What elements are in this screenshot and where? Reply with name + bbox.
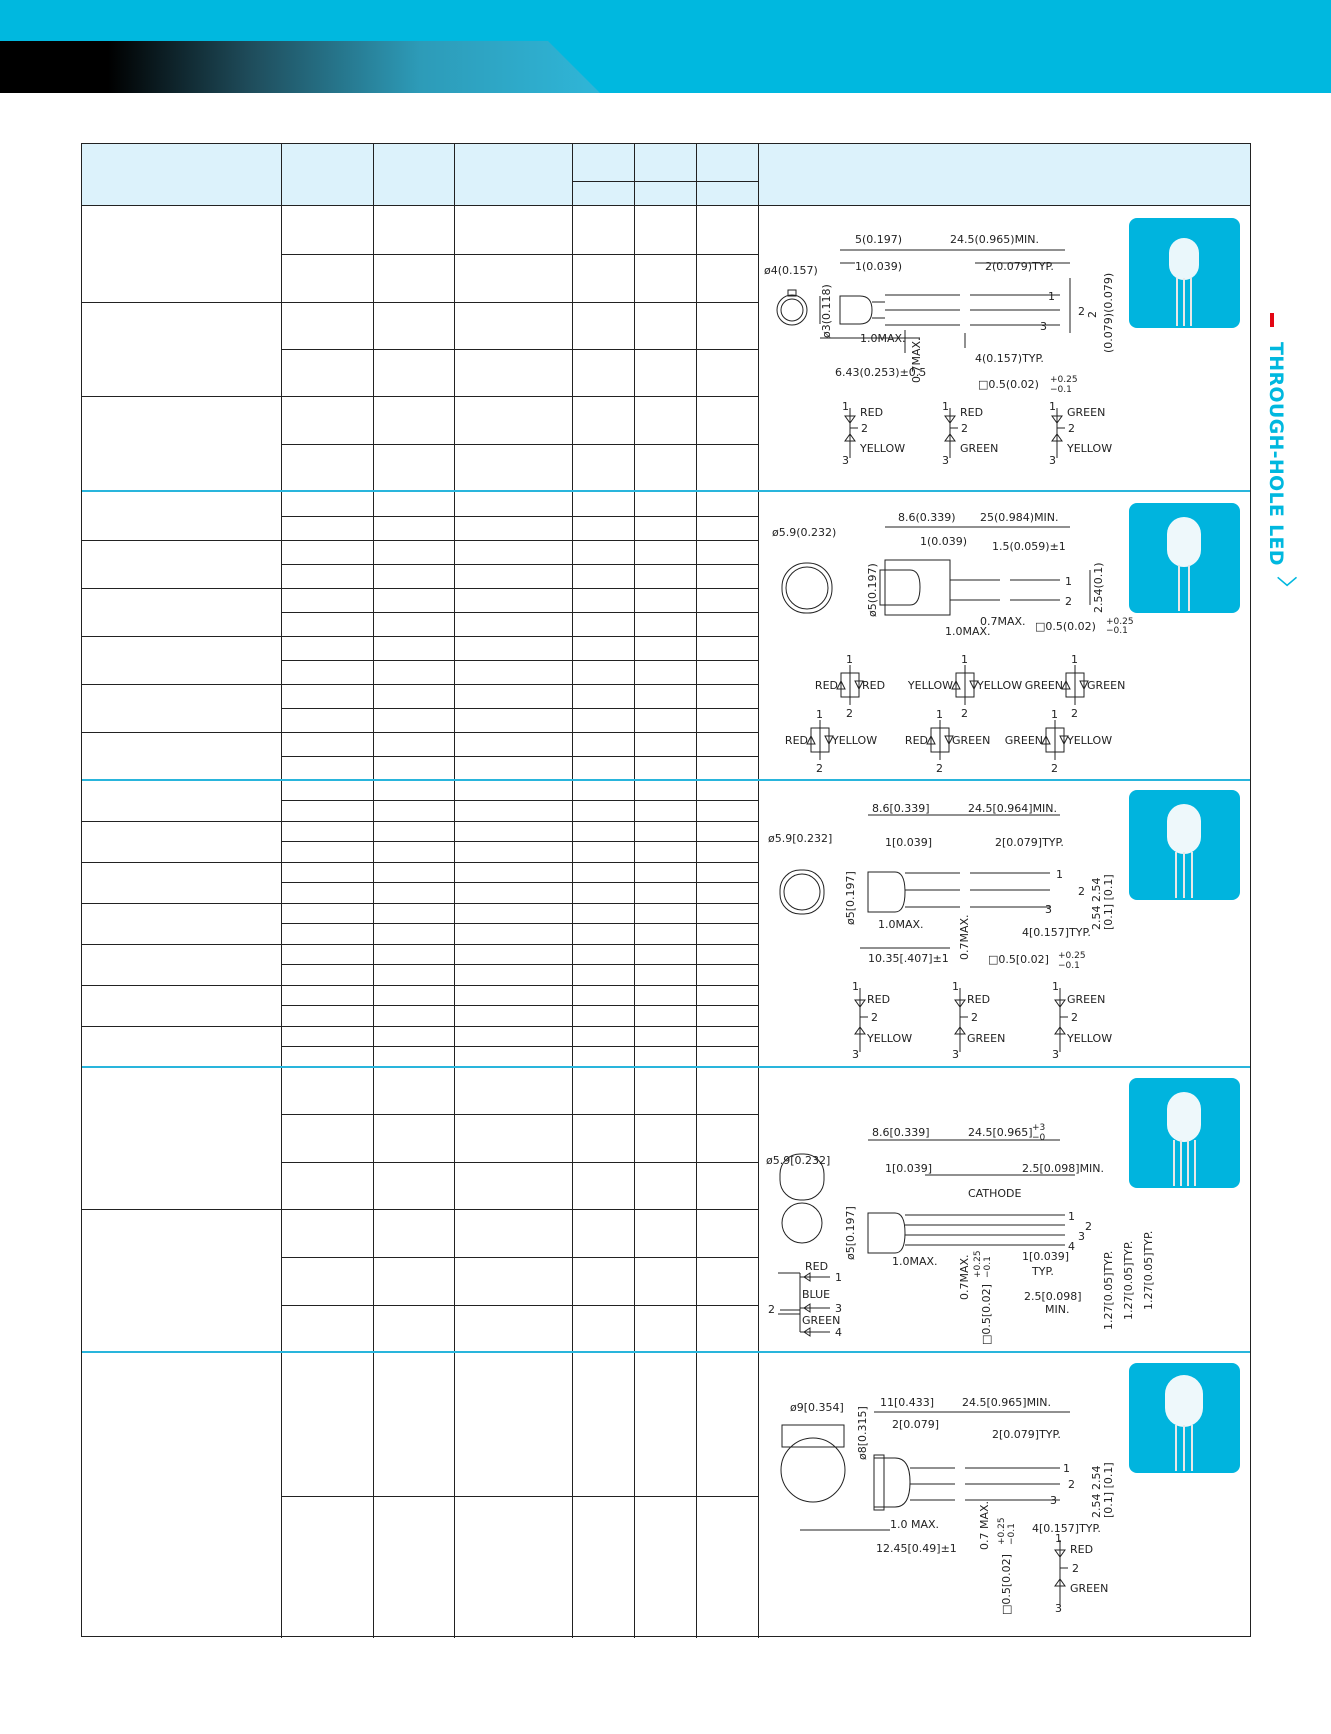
dim-label: ø3(0.118) bbox=[820, 284, 833, 338]
led-color-label: YELLOW bbox=[1067, 1032, 1113, 1045]
row-divider bbox=[281, 964, 758, 965]
pin-label: 2 bbox=[1078, 305, 1085, 318]
dim-label: −0.1 bbox=[1106, 626, 1128, 636]
row-divider bbox=[82, 540, 758, 541]
dim-label: 4[0.157]TYP. bbox=[1032, 1522, 1101, 1535]
row-divider bbox=[82, 1026, 758, 1027]
row-divider bbox=[281, 349, 758, 350]
dim-label: 1.27[0.05]TYP. bbox=[1122, 1240, 1135, 1320]
dim-label: 1.0MAX. bbox=[892, 1255, 938, 1268]
section-marker bbox=[1270, 313, 1300, 327]
chevron-right-icon[interactable]: 〉 bbox=[1274, 576, 1299, 597]
dim-label: 1[0.039] bbox=[885, 1162, 933, 1175]
dim-label: □0.5(0.02) bbox=[978, 378, 1039, 391]
row-divider bbox=[82, 944, 758, 945]
pin-label: 1 bbox=[961, 653, 968, 666]
pin-label: 3 bbox=[952, 1048, 959, 1061]
dim-label: 0.7 MAX. bbox=[978, 1500, 991, 1550]
row-divider bbox=[281, 1162, 758, 1163]
pin-label: 1 bbox=[1068, 1210, 1075, 1223]
led-color-label: YELLOW bbox=[1067, 442, 1113, 455]
led-color-label: RED bbox=[904, 734, 928, 747]
pin-label: 2 bbox=[768, 1303, 775, 1316]
dim-label: ø5.9[0.232] bbox=[766, 1154, 831, 1167]
led-color-label: GREEN bbox=[1070, 1582, 1109, 1595]
pin-label: 2 bbox=[961, 707, 968, 720]
row-divider bbox=[82, 396, 758, 397]
pin-label: 2 bbox=[861, 422, 868, 435]
dim-label: CATHODE bbox=[968, 1187, 1022, 1200]
dim-label: □0.5[0.02] bbox=[988, 953, 1049, 966]
row-divider bbox=[281, 1305, 758, 1306]
pin-label: 1 bbox=[942, 400, 949, 413]
pin-label: 2 bbox=[1051, 762, 1058, 775]
pin-label: 2 bbox=[1071, 1011, 1078, 1024]
dim-label: +0.25 bbox=[1058, 951, 1086, 961]
led-color-label: RED bbox=[1070, 1543, 1094, 1556]
pin-label: 1 bbox=[1063, 1462, 1070, 1475]
dim-label: 8.6[0.339] bbox=[872, 802, 930, 815]
bicolor-circuit bbox=[905, 708, 990, 775]
row-divider bbox=[281, 564, 758, 565]
row-divider bbox=[82, 732, 758, 733]
row-divider bbox=[281, 516, 758, 517]
section-separator bbox=[82, 1351, 1250, 1353]
pin-label: 2 bbox=[1068, 422, 1075, 435]
column-divider bbox=[758, 144, 759, 1638]
led-color-label: GREEN bbox=[1024, 679, 1063, 692]
bicolor-circuit bbox=[1005, 708, 1112, 775]
table-header bbox=[82, 144, 1250, 206]
pin-label: 1 bbox=[842, 400, 849, 413]
dim-label: 10.35[.407]±1 bbox=[868, 952, 949, 965]
row-divider bbox=[281, 1005, 758, 1006]
dim-label: 2[0.079] bbox=[892, 1418, 940, 1431]
led-color-label: YELLOW bbox=[1067, 734, 1113, 747]
outline-drawing-5 bbox=[770, 1390, 1140, 1625]
row-divider bbox=[281, 660, 758, 661]
pin-label: 3 bbox=[1078, 1230, 1085, 1243]
dim-label: 2[0.079]TYP. bbox=[992, 1428, 1061, 1441]
row-divider bbox=[82, 636, 758, 637]
led-color-label: GREEN bbox=[1087, 679, 1126, 692]
dim-label: −0 bbox=[1032, 1133, 1046, 1143]
column-divider bbox=[572, 144, 573, 1638]
dim-label: MIN. bbox=[1045, 1303, 1070, 1316]
dim-label: 0.7MAX. bbox=[958, 1254, 971, 1300]
row-divider bbox=[281, 444, 758, 445]
dim-label: [0.1] [0.1] bbox=[1102, 874, 1115, 930]
dim-label: 24.5[0.965]MIN. bbox=[962, 1396, 1052, 1409]
product-photo bbox=[1129, 218, 1240, 328]
led-color-label: GREEN bbox=[802, 1314, 841, 1327]
pin-label: 3 bbox=[852, 1048, 859, 1061]
led-color-label: RED bbox=[862, 679, 886, 692]
column-divider bbox=[281, 144, 282, 1638]
dim-label: 5(0.197) bbox=[855, 233, 903, 246]
dim-label: ø5(0.197) bbox=[866, 563, 879, 617]
outline-drawing-2 bbox=[770, 505, 1135, 775]
pin-label: 1 bbox=[1051, 708, 1058, 721]
dim-label: 1.0 MAX. bbox=[890, 1518, 940, 1531]
row-divider bbox=[281, 1046, 758, 1047]
dim-label: +3 bbox=[1032, 1123, 1046, 1133]
pin-label: 4 bbox=[1068, 1240, 1075, 1253]
dim-label: □0.5[0.02] bbox=[980, 1284, 993, 1345]
led-image bbox=[1129, 1078, 1240, 1188]
dim-label: ø5[0.197] bbox=[844, 871, 857, 925]
dim-label: ø9[0.354] bbox=[790, 1401, 844, 1414]
dim-label: −0.1 bbox=[983, 1256, 993, 1278]
row-divider bbox=[281, 254, 758, 255]
column-divider bbox=[454, 144, 455, 1638]
led-color-label: RED bbox=[967, 993, 991, 1006]
row-divider bbox=[82, 1209, 758, 1210]
dim-label: 1.5(0.059)±1 bbox=[992, 540, 1066, 553]
pin-label: 3 bbox=[1040, 320, 1047, 333]
dim-label: 1.0MAX. bbox=[945, 625, 991, 638]
bicolor-circuit bbox=[815, 653, 885, 720]
row-divider bbox=[82, 302, 758, 303]
dim-label: +0.25 bbox=[1106, 617, 1134, 627]
led-color-label: YELLOW bbox=[977, 679, 1023, 692]
row-divider bbox=[82, 588, 758, 589]
row-divider bbox=[281, 1496, 758, 1497]
dim-label: −0.1 bbox=[1058, 961, 1080, 971]
pin-label: 1 bbox=[852, 980, 859, 993]
dim-label: 1[0.039] bbox=[885, 836, 933, 849]
dim-label: −0.1 bbox=[1050, 385, 1072, 395]
dim-label: 2.54(0.1) bbox=[1092, 562, 1105, 613]
row-divider bbox=[281, 800, 758, 801]
led-color-label: YELLOW bbox=[832, 734, 878, 747]
led-color-label: YELLOW bbox=[907, 679, 953, 692]
dim-label: (0.079)(0.079) bbox=[1102, 272, 1115, 353]
dim-label: 1[0.039] bbox=[1022, 1250, 1070, 1263]
dim-label: 2.5[0.098]MIN. bbox=[1022, 1162, 1105, 1175]
dim-label: 1.27[0.05]TYP. bbox=[1102, 1250, 1115, 1330]
row-divider bbox=[281, 1257, 758, 1258]
outline-drawing-4 bbox=[760, 1120, 1170, 1350]
dim-label: 2 bbox=[1086, 311, 1099, 318]
row-divider bbox=[82, 821, 758, 822]
pin-label: 2 bbox=[816, 762, 823, 775]
pin-label: 1 bbox=[816, 708, 823, 721]
pin-label: 4 bbox=[835, 1326, 842, 1339]
row-divider bbox=[82, 862, 758, 863]
pin-label: 2 bbox=[971, 1011, 978, 1024]
dim-label: 2.5[0.098] bbox=[1024, 1290, 1082, 1303]
pin-label: 2 bbox=[1071, 707, 1078, 720]
pin-label: 2 bbox=[1078, 885, 1085, 898]
pin-label: 1 bbox=[1071, 653, 1078, 666]
red-marker bbox=[1270, 313, 1274, 327]
pin-label: 1 bbox=[936, 708, 943, 721]
dim-label: 1.27[0.05]TYP. bbox=[1142, 1230, 1155, 1310]
row-divider bbox=[281, 1114, 758, 1115]
dim-label: 0.7MAX. bbox=[958, 914, 971, 960]
row-divider bbox=[281, 612, 758, 613]
dim-label: 24.5[0.965] bbox=[968, 1126, 1033, 1139]
dim-label: 4[0.157]TYP. bbox=[1022, 926, 1091, 939]
led-color-label: RED bbox=[784, 734, 808, 747]
dim-label: 1(0.039) bbox=[920, 535, 968, 548]
led-color-label: GREEN bbox=[1067, 406, 1106, 419]
dim-label: 6.43(0.253)±0.5 bbox=[835, 366, 927, 379]
pin-label: 3 bbox=[842, 454, 849, 467]
pin-label: 1 bbox=[952, 980, 959, 993]
pin-label: 1 bbox=[1048, 290, 1055, 303]
dim-label: 25(0.984)MIN. bbox=[980, 511, 1059, 524]
dim-label: 0.7MAX. bbox=[910, 337, 923, 383]
bicolor-circuit bbox=[907, 653, 1022, 720]
pin-label: 1 bbox=[846, 653, 853, 666]
dim-label: ø5[0.197] bbox=[844, 1206, 857, 1260]
section-separator bbox=[82, 1066, 1250, 1068]
pin-label: 2 bbox=[961, 422, 968, 435]
led-color-label: RED bbox=[867, 993, 891, 1006]
row-divider bbox=[281, 756, 758, 757]
section-label[interactable]: THROUGH-HOLE LED bbox=[1265, 342, 1287, 566]
pin-label: 3 bbox=[942, 454, 949, 467]
dim-label: 8.6[0.339] bbox=[872, 1126, 930, 1139]
dim-label: 24.5[0.964]MIN. bbox=[968, 802, 1058, 815]
pin-label: 2 bbox=[1072, 1562, 1079, 1575]
row-divider bbox=[281, 841, 758, 842]
led-color-label: GREEN bbox=[960, 442, 999, 455]
row-divider bbox=[281, 923, 758, 924]
pin-label: 2 bbox=[1065, 595, 1072, 608]
product-photo bbox=[1129, 1078, 1240, 1188]
dim-label: +0.25 bbox=[973, 1250, 983, 1278]
led-image bbox=[1129, 790, 1240, 900]
banner-gradient-strip bbox=[0, 41, 600, 93]
bicolor-circuit bbox=[1025, 653, 1126, 720]
led-color-label: RED bbox=[960, 406, 984, 419]
dim-label: ø5.9(0.232) bbox=[772, 526, 837, 539]
dim-label: □0.5[0.02] bbox=[1000, 1554, 1013, 1615]
led-color-label: YELLOW bbox=[860, 442, 906, 455]
pin-label: 3 bbox=[1055, 1602, 1062, 1615]
led-image bbox=[1129, 218, 1240, 328]
led-color-label: GREEN bbox=[1067, 993, 1106, 1006]
section-separator bbox=[82, 779, 1250, 781]
row-divider bbox=[281, 882, 758, 883]
dim-label: 12.45[0.49]±1 bbox=[876, 1542, 957, 1555]
row-divider bbox=[281, 708, 758, 709]
product-photo bbox=[1129, 1363, 1240, 1473]
section-separator bbox=[82, 490, 1250, 492]
dim-label: 2.54 2.54 bbox=[1090, 1465, 1103, 1518]
dim-label: 1.0MAX. bbox=[860, 332, 906, 345]
dim-label: 11[0.433] bbox=[880, 1396, 935, 1409]
column-divider bbox=[696, 144, 697, 1638]
header-subdivider bbox=[572, 181, 758, 182]
pin-label: 2 bbox=[871, 1011, 878, 1024]
dim-label: 2[0.079]TYP. bbox=[995, 836, 1064, 849]
pin-label: 2 bbox=[1068, 1478, 1075, 1491]
outline-drawing-3 bbox=[760, 800, 1130, 1065]
dim-label: 1.0MAX. bbox=[878, 918, 924, 931]
pin-label: 3 bbox=[1052, 1048, 1059, 1061]
led-color-label: GREEN bbox=[952, 734, 991, 747]
led-color-label: RED bbox=[860, 406, 884, 419]
pin-label: 2 bbox=[846, 707, 853, 720]
dim-label: +0.25 bbox=[997, 1517, 1007, 1545]
bicolor-circuit bbox=[785, 708, 877, 775]
dim-label: 2.54 2.54 bbox=[1090, 877, 1103, 930]
pin-label: 3 bbox=[1050, 1494, 1057, 1507]
led-color-label: GREEN bbox=[967, 1032, 1006, 1045]
pin-label: 1 bbox=[1052, 980, 1059, 993]
pin-label: 1 bbox=[1049, 400, 1056, 413]
pin-label: 2 bbox=[936, 762, 943, 775]
pin-label: 3 bbox=[1045, 903, 1052, 916]
dim-label: TYP. bbox=[1032, 1265, 1054, 1278]
pin-label: 1 bbox=[1055, 1532, 1062, 1545]
dim-label: 4(0.157)TYP. bbox=[975, 352, 1044, 365]
dim-label: [0.1] [0.1] bbox=[1102, 1462, 1115, 1518]
dimension-drawing-4 bbox=[760, 1120, 1170, 1350]
dim-label: □0.5(0.02) bbox=[1035, 620, 1096, 633]
pin-label: 1 bbox=[1065, 575, 1072, 588]
led-image bbox=[1129, 1363, 1240, 1473]
dimension-drawing-3 bbox=[760, 800, 1130, 1065]
column-divider bbox=[634, 144, 635, 1638]
dimension-drawing-1 bbox=[760, 218, 1130, 468]
dim-label: 0.7MAX. bbox=[980, 615, 1026, 628]
pin-label: 3 bbox=[1049, 454, 1056, 467]
pin-label: 1 bbox=[835, 1271, 842, 1284]
row-divider bbox=[82, 903, 758, 904]
led-color-label: YELLOW bbox=[867, 1032, 913, 1045]
dim-label: −0.1 bbox=[1007, 1523, 1017, 1545]
led-image bbox=[1129, 503, 1240, 613]
pin-label: 3 bbox=[835, 1302, 842, 1315]
row-divider bbox=[82, 985, 758, 986]
outline-drawing-1 bbox=[760, 218, 1130, 468]
led-color-label: GREEN bbox=[1004, 734, 1043, 747]
pin-label: 1 bbox=[1056, 868, 1063, 881]
product-photo bbox=[1129, 790, 1240, 900]
product-photo bbox=[1129, 503, 1240, 613]
top-banner bbox=[0, 0, 1331, 93]
led-color-label: RED bbox=[805, 1260, 829, 1273]
dim-label: 8.6(0.339) bbox=[898, 511, 956, 524]
led-color-label: RED bbox=[814, 679, 838, 692]
dim-label: ø8[0.315] bbox=[856, 1406, 869, 1460]
dim-label: 2(0.079)TYP. bbox=[985, 260, 1054, 273]
dimension-drawing-5 bbox=[770, 1390, 1140, 1625]
column-divider bbox=[373, 144, 374, 1638]
led-color-label: BLUE bbox=[802, 1288, 831, 1301]
dim-label: ø4(0.157) bbox=[764, 264, 818, 277]
dim-label: 24.5(0.965)MIN. bbox=[950, 233, 1040, 246]
dim-label: 1(0.039) bbox=[855, 260, 903, 273]
dimension-drawing-2 bbox=[770, 505, 1135, 775]
dim-label: ø5.9[0.232] bbox=[768, 832, 833, 845]
pin-label: 2 bbox=[1085, 1220, 1092, 1233]
dim-label: +0.25 bbox=[1050, 375, 1078, 385]
row-divider bbox=[82, 684, 758, 685]
